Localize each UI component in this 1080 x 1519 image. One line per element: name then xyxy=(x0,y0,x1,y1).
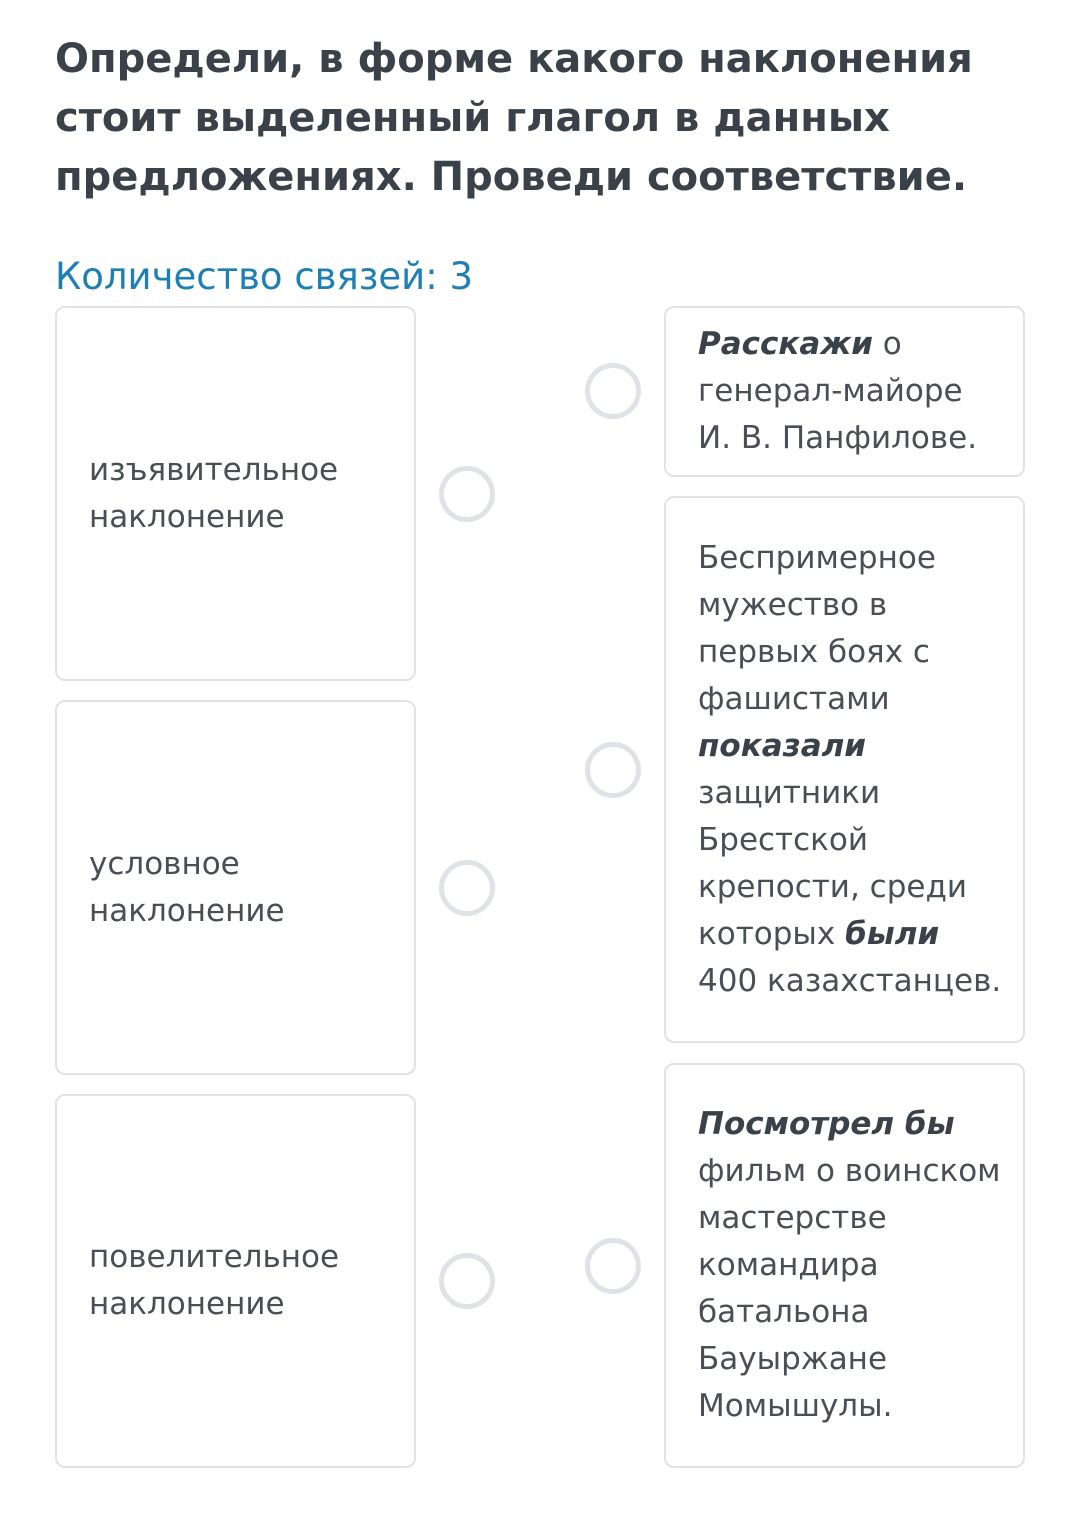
sentence-fragment: 400 казахстанцев. xyxy=(698,962,1002,999)
right-connector-handle[interactable] xyxy=(585,363,641,419)
links-count: Количество связей: 3 xyxy=(55,255,473,298)
sentence-fragment: фильм о воинском мастерстве командира батальона Бауыржане Момышулы. xyxy=(698,1153,1001,1424)
right-option-text xyxy=(698,321,1003,462)
right-option-card[interactable] xyxy=(664,496,1025,1043)
left-option-label: изъявительное наклонение xyxy=(89,451,339,535)
sentence-fragment: защитники Брестской крепости, среди которых xyxy=(698,774,968,952)
left-connector-handle[interactable] xyxy=(439,1253,495,1309)
left-option-label: условное наклонение xyxy=(89,845,285,929)
right-option-text xyxy=(698,535,1003,1005)
left-option-label: повелительное наклонение xyxy=(89,1239,340,1322)
right-option-card[interactable] xyxy=(664,306,1025,477)
highlighted-verb: были xyxy=(845,915,940,952)
left-connector-handle[interactable] xyxy=(439,466,495,522)
sentence-fragment: о генерал-майоре И. В. Панфилове. xyxy=(698,326,978,456)
highlighted-verb: Посмотрел бы xyxy=(698,1106,955,1142)
right-option-card[interactable] xyxy=(664,1063,1025,1468)
left-option-card[interactable] xyxy=(55,306,416,681)
question-title: Определи, в форме какого наклонения стоит выделенный глагол в данных предложениях. Проведи соответствие. xyxy=(55,36,973,200)
left-option-card[interactable] xyxy=(55,1094,416,1468)
right-option-text xyxy=(698,1101,1003,1430)
left-option-card[interactable] xyxy=(55,700,416,1075)
sentence-fragment: Беспримерное мужество в первых боях с фашистами xyxy=(698,539,936,717)
right-connector-handle[interactable] xyxy=(585,1238,641,1294)
right-connector-handle[interactable] xyxy=(585,742,641,798)
highlighted-verb: показали xyxy=(698,727,867,764)
left-connector-handle[interactable] xyxy=(439,860,495,916)
highlighted-verb: Расскажи xyxy=(698,326,873,362)
